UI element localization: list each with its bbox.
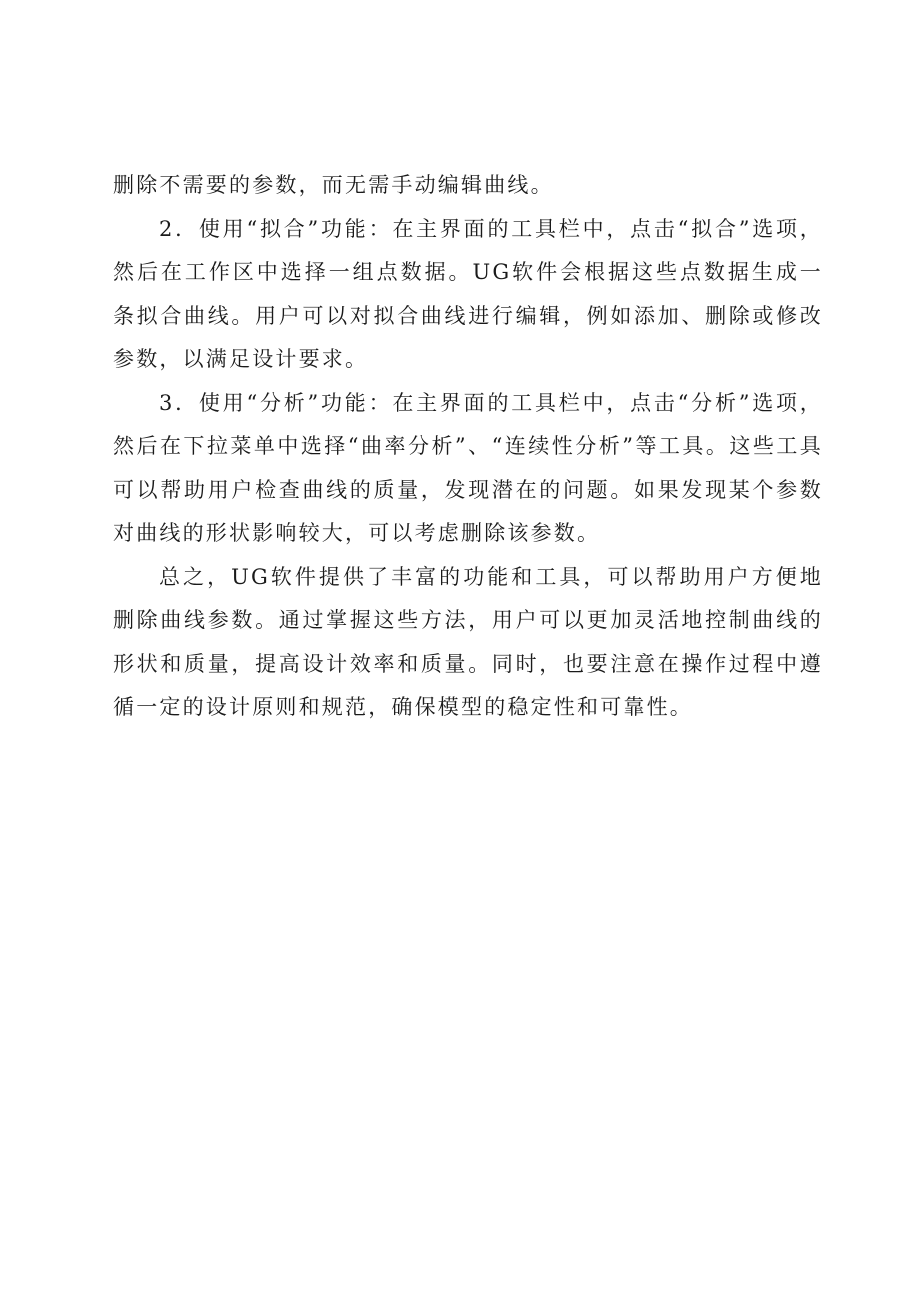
document-body bbox=[113, 164, 823, 730]
paragraph-continuation: 删除不需要的参数，而无需手动编辑曲线。 bbox=[113, 173, 554, 197]
paragraph-fit-function: 2．使用“拟合”功能：在主界面的工具栏中，点击“拟合”选项，然后在工作区中选择一组点数据。UG软件会根据这些点数据生成一条拟合曲线。用户可以对拟合曲线进行编辑，例如添加、删除或修改参数，以满足设计要求。 bbox=[113, 216, 823, 371]
paragraph-summary: 总之，UG软件提供了丰富的功能和工具，可以帮助用户方便地删除曲线参数。通过掌握这些方法，用户可以更加灵活地控制曲线的形状和质量，提高设计效率和质量。同时，也要注意在操作过程中遵循一定的设计原则和规范，确保模型的稳定性和可靠性。 bbox=[113, 564, 823, 719]
paragraph-analysis-function: 3．使用“分析”功能：在主界面的工具栏中，点击“分析”选项，然后在下拉菜单中选择“曲率分析”、“连续性分析”等工具。这些工具可以帮助用户检查曲线的质量，发现潜在的问题。如果发现某个参数对曲线的形状影响较大，可以考虑删除该参数。 bbox=[113, 390, 823, 545]
